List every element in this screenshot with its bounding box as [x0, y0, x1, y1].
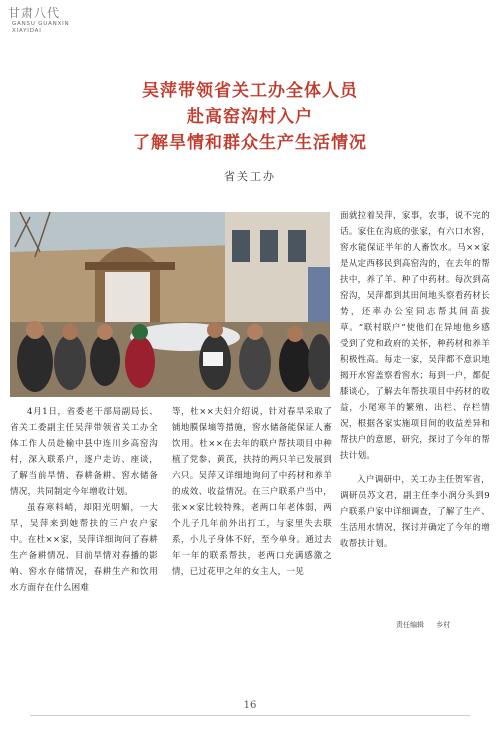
article-photo	[10, 212, 330, 397]
title-line-3: 了解旱情和群众生产生活情况	[133, 133, 367, 153]
editor-label: 责任编辑	[396, 621, 424, 629]
article-column-1	[10, 404, 158, 596]
magazine-logo	[8, 4, 98, 40]
paragraph: 虽春寒料峭，却阳光明媚，一大早，吴萍来到她帮扶的三户农户家中。在杜××家，吴萍详细询问了春耕生产备耕情况、目前旱情对春播的影响、窖水存储情况，春耕生产和饮用水方面存在什么困难	[10, 503, 158, 593]
paragraph: 4月1日，省委老干部局副局长、省关工委副主任吴萍带领省关工办全体工作人员赴榆中县中连川乡高窑沟村，深入联系户，逐户走访、座谈，了解当前旱情、春耕备耕、窖水储备情况，共同制定今年增收计划。	[10, 407, 158, 497]
editor-name: 乡村	[436, 621, 451, 629]
title-line-2: 赴高窑沟村入户	[187, 107, 313, 127]
title-line-1: 吴萍带领省关工办全体人员	[142, 81, 358, 101]
editor-credit	[396, 620, 450, 630]
page-number: 16	[243, 700, 257, 711]
article-column-3	[340, 208, 490, 552]
logo-text: 甘肃八代	[8, 6, 61, 20]
paragraph: 面就拉着吴萍，家事，农事，说不完的话。家住在沟底的张家，有六口水窖，窖水能保证半年的人畜饮水。马××家是从定西移民到高窑沟的，在去年的帮扶中，养了羊、种了中药材。每次到高窑沟，吴萍都到其田间地头察看药材长势，还率办公室同志帮其间苗拔草。“联村联户”使他们在异地他乡感受到了党和政府的关怀，种药材和养羊积极性高。每走一家，吴萍都不意识地揭开水窖盖察看窖水；每到一户，都促膝谈心，了解去年帮扶项目中药材的收益，小尾寒羊的繁殖、出栏、存栏情况，根据各家实施项目间的收益差异和帮扶户的意愿，研究，探讨了今年的帮扶计划。	[340, 211, 490, 461]
photo-village-meeting	[10, 212, 330, 397]
article-title	[0, 78, 500, 156]
paragraph: 入户调研中，关工办主任贺军省，调研员苏文君，副主任李小润分头到9户联系户家中详细调查，了解了生产、生活用水情况，探讨并确定了今年的增收帮扶计划。	[340, 475, 490, 549]
article-column-2	[172, 404, 332, 580]
paragraph: 等，杜××夫妇介绍说，针对春旱采取了铺地膜保墒等措施，窖水储备能保证人畜饮用。杜××在去年的联户帮扶项目中种植了党参、黄芪，扶持的两只羊已发展到六只。吴萍又详细地询问了中药材和养羊的成效、收益情况。在三户联系户当中，张××家比较特殊，老两口年老体弱，两个儿子几年前外出打工，与家里失去联系，小儿子身体不好，至今单身。通过去年一年的联系帮扶，老两口充满感激之情，已过花甲之年的女主人，一见	[172, 407, 332, 577]
byline: 省关工办	[224, 170, 276, 183]
logo-english-line2: XIAYIDAI	[12, 28, 42, 34]
logo-english-line1: GANSU GUANXIN	[12, 21, 70, 27]
page-divider	[30, 715, 470, 716]
